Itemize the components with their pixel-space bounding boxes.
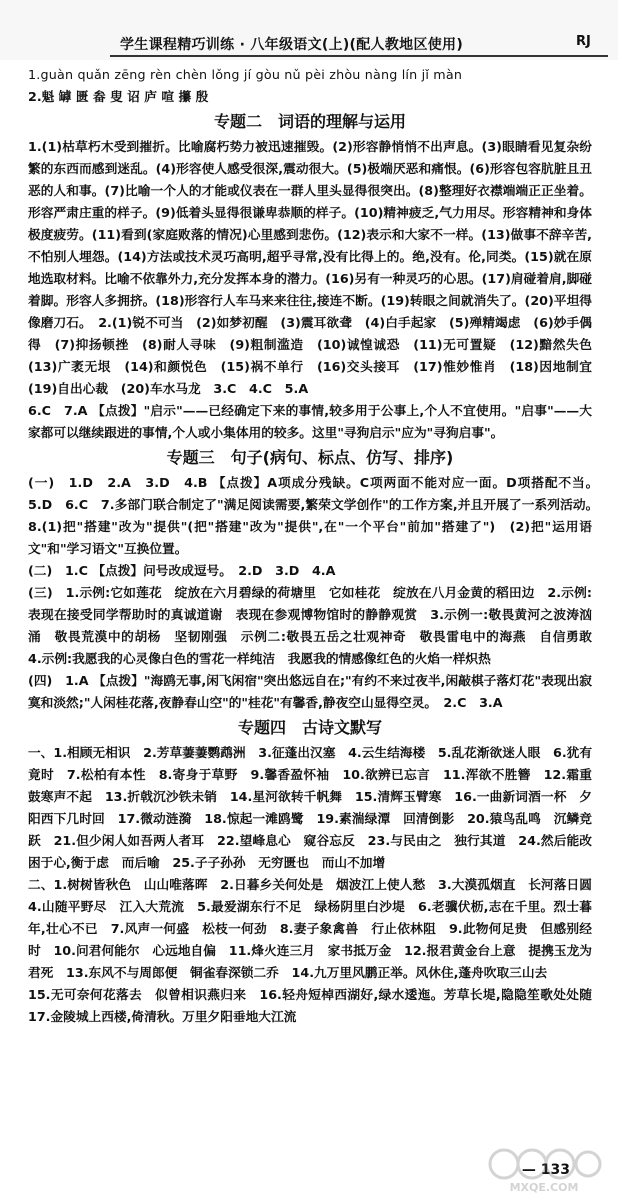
section-4-paragraph: 一、1.相顾无相识 2.芳草萋萋鹦鹉洲 3.征蓬出汉塞 4.云生结海楼 5.乱花渐欲迷人眼 6.犹有竟时 7.松柏有本性 8.寄身于草野 9.馨香盈怀袖 10.欲辨已忘言 11.浑欲不胜簪 12.霜重鼓寒声不起 13.折戟沉沙铁未销 14.星河欲转千帆舞 15.清辉玉臂寒 16.一曲新词酒一杯 夕阳西下几时回 17.微动涟漪 18.惊起一滩鸥鹭 19.素湍绿潭 回清倒影 20.猿鸟乱鸣 沉鳞竞跃 21.但少闲人如吾两人者耳 22.望峰息心 窥谷忘反 23.与民由之 独行其道 24.然后能改 困于心,衡于虑 而后喻 25.子子孙孙 无穷匮也 而山不加增 <box>28 745 605 870</box>
section-4-paragraph: 二、1.树树皆秋色 山山唯落晖 2.日暮乡关何处是 烟波江上使人愁 3.大漠孤烟直 长河落日圆 4.山随平野尽 江入大荒流 5.最爱湖东行不足 绿杨阴里白沙堤 6.老骥伏枥,志在千里。烈士暮年,壮心不已 7.风声一何盛 松枝一何劲 8.妻子象禽兽 行止依林阻 9.此物何足贵 但感别经时 10.问君何能尔 心远地自偏 11.烽火连三月 家书抵万金 12.报君黄金台上意 提携玉龙为君死 13.东风不与周郎便 铜雀春深锁二乔 14.九万里风鹏正举。风休住,蓬舟吹取三山去 <box>28 877 605 980</box>
pinyin-line: 1.guàn quǎn zēng rèn chèn lǒng jí gòu nǔ pèi zhòu nàng lín jǐ màn <box>28 67 463 82</box>
answer-content <box>28 64 605 1028</box>
section-3-paragraph: (三) 1.示例:它如莲花 绽放在六月碧绿的荷塘里 它如桂花 绽放在八月金黄的稻田边 2.示例:表现在接受同学帮助时的真诚道谢 表现在参观博物馆时的静静观赏 3.示例一:敬畏黄河之波涛汹涌 敬畏荒漠中的胡杨 坚韧刚强 示例二:敬畏五岳之壮观神奇 敬畏雷电中的海燕 自信勇敢 4.示例:我愿我的心灵像白色的雪花一样纯洁 我愿我的情感像红色的火焰一样炽热 <box>28 585 605 666</box>
section-heading-2: 专题二 词语的理解与运用 <box>213 112 406 131</box>
section-2-paragraph: 1.(1)枯草朽木受到摧折。比喻腐朽势力被迅速摧毁。(2)形容静悄悄不出声息。(3)眼睛看见复杂纷繁的东西而感到迷乱。(4)形容使人感受很深,震动很大。(5)极端厌恶和痛恨。(6)形容包容肮脏且丑恶的人和事。(7)比喻一个人的才能或仪表在一群人里头显得很突出。(8)整理好衣襟端端正正坐着。形容严肃庄重的样子。(9)低着头显得很谦卑恭顺的样子。(10)精神疲乏,气力用尽。形容精神和身体极度疲劳。(11)看到(家庭败落的情况)心里感到悲伤。(12)表示和大家不一样。(13)做事不辞辛苦,不怕别人埋怨。(14)方法或技术灵巧高明,超乎寻常,没有比得上的。绝,没有。伦,同类。(15)就在原地选取材料。比喻不依靠外力,充分发挥本身的潜力。(16)另有一种灵巧的心思。(17)肩碰着肩,脚碰着脚。形容人多拥挤。(18)形容行人车马来来往往,接连不断。(19)转眼之间就消失了。(20)平坦得像磨刀石。 2.(1)锐不可当 (2)如梦初醒 (3)震耳欲聋 (4)白手起家 (5)殚精竭虑 (6)妙手偶得 (7)抑扬顿挫 (8)耐人寻味 (9)粗制滥造 (10)诚惶诚恐 (11)无可置疑 (12)黯然失色 (13)广袤无垠 (14)和颜悦色 (15)祸不单行 (16)交头接耳 (17)惟妙惟肖 (18)因地制宜 (19)自出心裁 (20)车水马龙 3.C 4.C 5.A <box>28 139 605 396</box>
section-heading-3: 专题三 句子(病句、标点、仿写、排序) <box>166 448 454 467</box>
chars-line: 2.魁 罅 匮 畚 叟 诏 庐 喧 攥 殷 <box>28 89 209 104</box>
edition-code: RJ <box>576 34 591 49</box>
watermark-text: MXQE.COM <box>509 1181 579 1194</box>
section-3-paragraph: (一) 1.D 2.A 3.D 4.B 【点拨】A项成分残缺。C项两面不能对应一面。D项搭配不当。 5.D 6.C 7.多部门联合制定了"满足阅读需要,繁荣文学创作"的工作方案,并且开展了一系列活动。 8.(1)把"搭建"改为"提供"(把"搭建"改为"提供",在"一个平台"前加"搭建了") (2)把"运用语文"和"学习语文"互换位置。 <box>28 475 605 556</box>
section-2-paragraph: 6.C 7.A 【点拨】"启示"——已经确定下来的事情,较多用于公事上,个人不宜使用。"启事"——大家都可以继续跟进的事情,个人或小集体用的较多。这里"寻狗启示"应为"寻狗启事"。 <box>28 403 592 440</box>
section-heading-4: 专题四 古诗文默写 <box>237 718 382 737</box>
header-rule <box>110 55 608 57</box>
page-header <box>0 0 618 60</box>
section-3-paragraph: (四) 1.A 【点拨】"海鸥无事,闲飞闲宿"突出悠远自在;"有约不来过夜半,闲敲棋子落灯花"表现出寂寞和淡然;"人闲桂花落,夜静春山空"的"桂花"有馨香,静夜空山显得空灵。 2.C 3.A <box>28 673 592 710</box>
page-number: — 133 <box>521 1162 570 1178</box>
book-title: 学生课程精巧训练 · 八年级语文(上)(配人教地区使用) <box>120 37 464 53</box>
watermark-logo <box>484 1144 604 1194</box>
section-4-paragraph: 15.无可奈何花落去 似曾相识燕归来 16.轻舟短棹西湖好,绿水逶迤。芳草长堤,隐隐笙歌处处随 17.金陵城上西楼,倚清秋。万里夕阳垂地大江流 <box>28 987 605 1024</box>
section-3-paragraph: (二) 1.C 【点拨】问号改成逗号。 2.D 3.D 4.A <box>28 563 336 578</box>
